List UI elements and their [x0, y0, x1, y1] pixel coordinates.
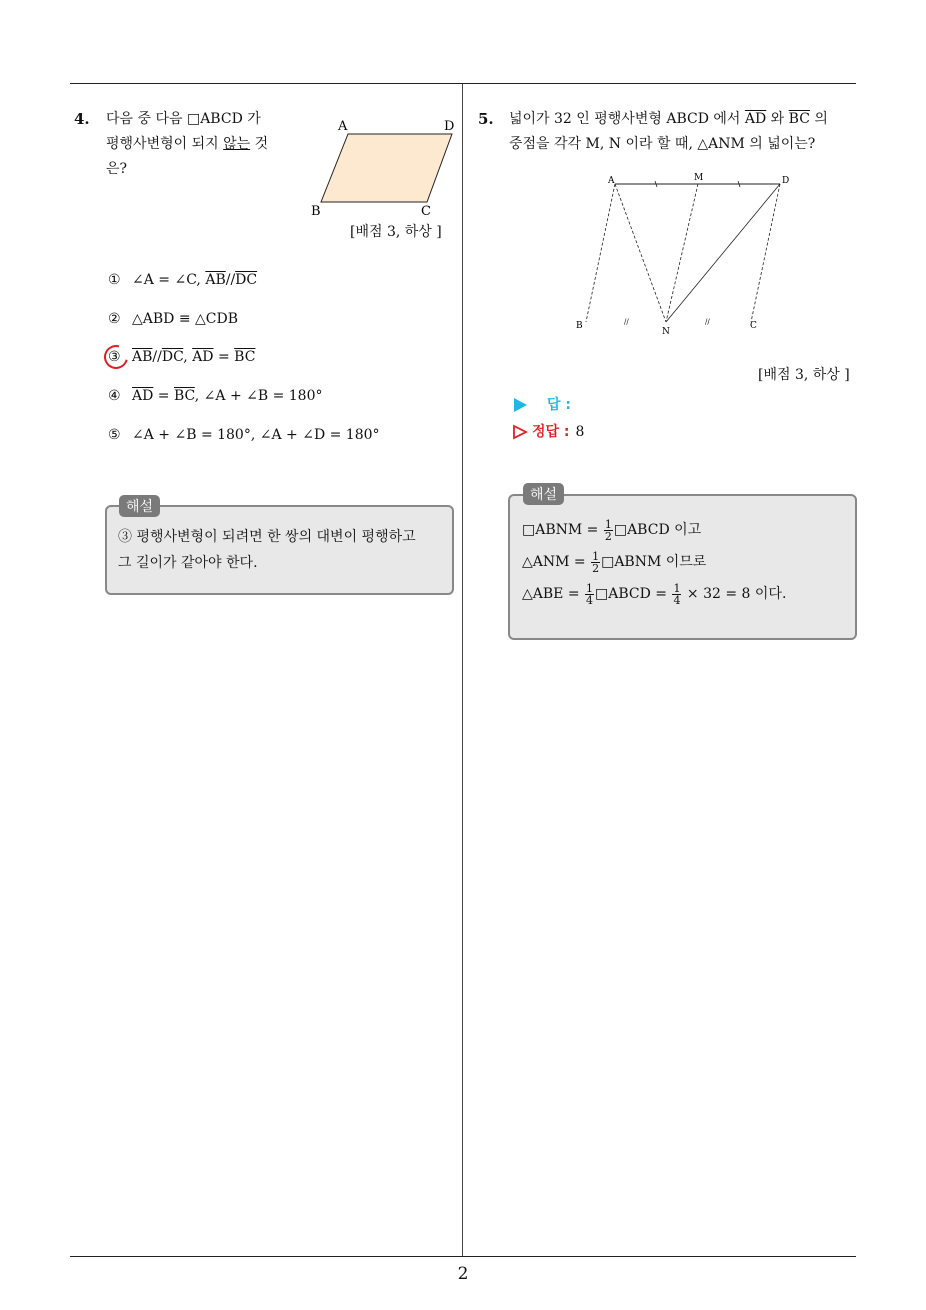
choice-number: ②: [108, 311, 121, 327]
q4-explanation-tag: 해설: [119, 495, 160, 517]
choice-text: ∠A + ∠B = 180°, ∠A + ∠D = 180°: [132, 427, 380, 443]
choice-number: ⑤: [108, 427, 121, 443]
segment-bc: $\overline{BC}$: [788, 111, 810, 127]
q4-choice-2[interactable]: [108, 311, 238, 327]
q5-label-a: A: [608, 176, 615, 186]
fraction: [604, 519, 613, 542]
q5-tick-mark: //: [624, 318, 629, 326]
segment-ad: $\overline{AD}$: [192, 349, 214, 365]
q5-seg-mn: [666, 184, 698, 322]
answer-label: 답 :: [547, 397, 571, 413]
q5-line1: [509, 107, 828, 132]
q5-explanation-tag: 해설: [523, 483, 564, 505]
segment-ab: $\overline{AB}$: [132, 349, 153, 365]
choice-text: //: [225, 272, 236, 288]
expl-text: △ANM =: [522, 554, 591, 570]
q5-explanation-text: [522, 514, 786, 610]
q5-parallelogram-figure: [570, 170, 800, 340]
q5-label-n: N: [662, 327, 670, 337]
choice-text: ,: [183, 349, 193, 365]
hollow-arrow-icon: [512, 424, 528, 440]
q4-choice-1[interactable]: [108, 272, 257, 288]
expl-text: △ABE =: [522, 586, 585, 602]
play-arrow-icon: [514, 398, 527, 412]
q5-line1-text: 의: [809, 111, 828, 127]
expl-text: □ABCD 이고: [613, 522, 702, 538]
q4-line1: 다음 중 다음 □ABCD 가: [106, 111, 261, 127]
choice-text: //: [152, 349, 162, 365]
fraction: [585, 583, 594, 606]
column-divider: [462, 84, 463, 1256]
q5-seg-dn: [666, 184, 780, 322]
choice-text: , ∠A + ∠B = 180°: [194, 388, 323, 404]
choice-text: ∠A = ∠C,: [132, 272, 206, 288]
numerator: 1: [586, 581, 594, 595]
q4-explanation-line1: ③ 평행사변형이 되려면 한 쌍의 대변이 평행하고: [118, 529, 416, 545]
q4-line2: [106, 132, 268, 157]
q4-choice-4[interactable]: [108, 388, 323, 404]
denominator: 2: [592, 561, 600, 575]
q5-correct-row: [512, 421, 584, 441]
expl-text: □ABNM 이므로: [601, 554, 707, 570]
segment-ad: $\overline{AD}$: [744, 111, 767, 127]
numerator: 1: [592, 549, 600, 563]
q4-parallelogram-figure: [300, 110, 465, 220]
fraction: [591, 551, 600, 574]
q5-label-c: C: [750, 321, 757, 331]
top-rule: [70, 83, 856, 84]
choice-text: △ABD ≡ △CDB: [132, 311, 239, 327]
q5-label-m: M: [694, 173, 704, 183]
choice-text: =: [153, 388, 174, 404]
q5-line1-text: 넓이가 32 인 평행사변형 ABCD 에서: [509, 111, 745, 127]
q5-explanation-line2: [522, 546, 786, 578]
q5-label-b: B: [576, 321, 583, 331]
correct-value: 8: [575, 424, 585, 440]
q4-line3: 은?: [106, 161, 128, 177]
bottom-rule: [70, 1256, 856, 1257]
segment-ab: $\overline{AB}$: [205, 272, 226, 288]
q5-explanation-line1: [522, 514, 786, 546]
q5-line1-text: 와: [766, 111, 789, 127]
q4-label-b: B: [311, 204, 321, 219]
denominator: 4: [586, 593, 594, 607]
q4-number: 4.: [74, 110, 90, 128]
q5-number: 5.: [478, 110, 494, 128]
q4-underlined-word: 않는: [223, 136, 251, 152]
q5-answer-row: [514, 394, 571, 414]
q5-points: [배점 3, 하상 ]: [758, 367, 850, 383]
q5-question: [509, 107, 828, 157]
q4-label-c: C: [421, 204, 431, 219]
correct-label: 정답 :: [532, 424, 570, 440]
q4-label-d: D: [444, 119, 455, 134]
q4-explanation-text: [118, 524, 416, 576]
q4-choice-5[interactable]: [108, 427, 380, 443]
choice-number: ④: [108, 388, 121, 404]
denominator: 4: [673, 593, 681, 607]
expl-text: × 32 = 8 이다.: [682, 586, 787, 602]
fraction: [672, 583, 681, 606]
segment-dc: $\overline{DC}$: [235, 272, 258, 288]
q4-label-a: A: [338, 119, 348, 134]
choice-number: ①: [108, 272, 121, 288]
q5-explanation-line3: [522, 578, 786, 610]
q5-tick-mark: //: [705, 318, 710, 326]
q4-line2-post: 것: [250, 136, 269, 152]
numerator: 1: [604, 517, 612, 531]
segment-bc: $\overline{BC}$: [234, 349, 256, 365]
q5-side-dc: [751, 184, 780, 322]
q5-seg-an: [615, 184, 666, 322]
numerator: 1: [673, 581, 681, 595]
q4-parallelogram: [321, 134, 452, 202]
q4-line2-pre: 평행사변형이 되지: [106, 136, 224, 152]
choice-number: ③: [108, 349, 121, 365]
q5-line2: 중점을 각각 M, N 이라 할 때, △ANM 의 넓이는?: [509, 136, 816, 152]
segment-ad: $\overline{AD}$: [132, 388, 154, 404]
q4-choice-3[interactable]: [108, 349, 255, 365]
segment-dc: $\overline{DC}$: [161, 349, 184, 365]
q4-explanation-line2: 그 길이가 같아야 한다.: [118, 555, 258, 571]
expl-text: □ABCD =: [595, 586, 672, 602]
q5-side-ab: [586, 184, 615, 322]
segment-bc: $\overline{BC}$: [173, 388, 195, 404]
choice-text: =: [213, 349, 235, 365]
q4-question: [106, 107, 268, 182]
page-number: 2: [457, 1264, 469, 1284]
denominator: 2: [604, 529, 612, 543]
q5-label-d: D: [782, 176, 790, 186]
q4-points: [배점 3, 하상 ]: [350, 224, 442, 240]
expl-text: □ABNM =: [522, 522, 603, 538]
